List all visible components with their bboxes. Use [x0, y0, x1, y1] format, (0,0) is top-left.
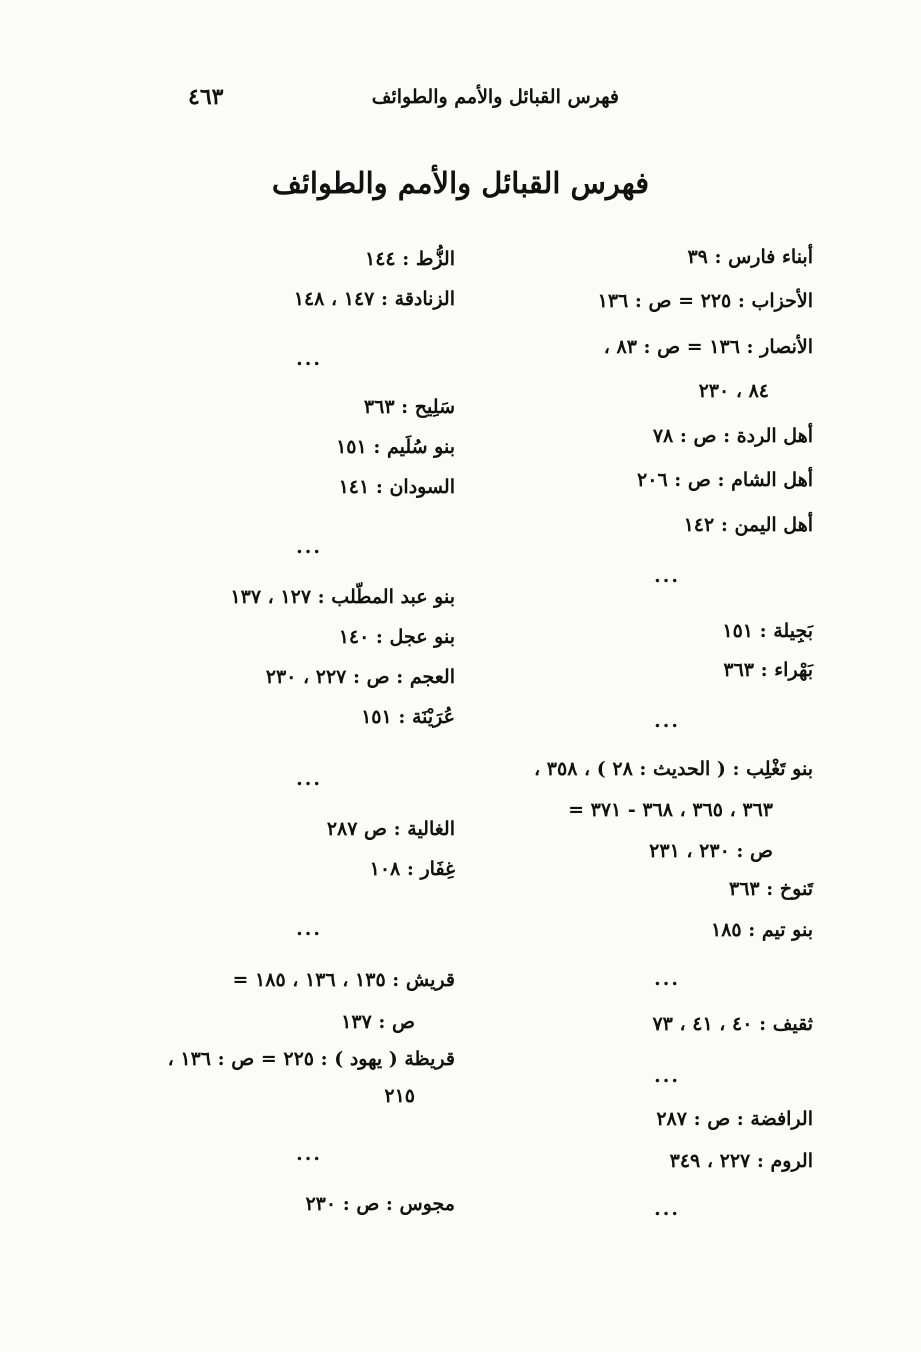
- index-entry-continuation: ٨٤ ، ٢٣٠: [698, 380, 769, 402]
- index-entry-continuation: ٢١٥: [384, 1085, 415, 1107]
- index-entry: قريظة ( يهود ) : ٢٢٥ = ص : ١٣٦ ،: [167, 1048, 455, 1070]
- index-entry: عُرَيْنَة : ١٥١: [361, 706, 455, 728]
- section-separator: ...: [654, 565, 680, 587]
- index-entry: مجوس : ص : ٢٣٠: [305, 1193, 455, 1215]
- index-entry: ثقيف : ٤٠ ، ٤١ ، ٧٣: [652, 1013, 813, 1035]
- index-entry: الروم : ٢٢٧ ، ٣٤٩: [669, 1150, 813, 1172]
- running-header-title: فهرس القبائل والأمم والطوائف: [371, 86, 619, 108]
- index-entry: تَنوخ : ٣٦٣: [729, 878, 813, 900]
- index-entry-continuation: ص : ٢٣٠ ، ٢٣١: [649, 840, 773, 862]
- index-entry: بنو عجل : ١٤٠: [338, 626, 455, 648]
- section-separator: ...: [296, 918, 322, 940]
- index-entry: الأنصار : ١٣٦ = ص : ٨٣ ،: [603, 336, 813, 358]
- index-entry: الزنادقة : ١٤٧ ، ١٤٨: [293, 288, 455, 310]
- index-entry: بنو تيم : ١٨٥: [711, 919, 813, 941]
- index-entry: بنو تَغْلِب : ( الحديث : ٢٨ ) ، ٣٥٨ ،: [534, 758, 813, 780]
- index-entry: الأحزاب : ٢٢٥ = ص : ١٣٦: [597, 290, 813, 312]
- index-entry: أهل الردة : ص : ٧٨: [652, 425, 813, 447]
- section-separator: ...: [654, 1065, 680, 1087]
- index-entry: بنو عبد المطّلب : ١٢٧ ، ١٣٧: [230, 586, 455, 608]
- section-separator: ...: [296, 348, 322, 370]
- index-entry-continuation: ٣٦٣ ، ٣٦٥ ، ٣٦٨ - ٣٧١ =: [568, 799, 773, 821]
- index-entry: قريش : ١٣٥ ، ١٣٦ ، ١٨٥ =: [232, 969, 455, 991]
- index-entry-continuation: ص : ١٣٧: [341, 1011, 415, 1033]
- index-entry: أبناء فارس : ٣٩: [687, 246, 813, 268]
- index-entry: سَلِيح : ٣٦٣: [363, 396, 455, 418]
- section-separator: ...: [654, 1198, 680, 1220]
- index-entry: غِفَار : ١٠٨: [369, 858, 455, 880]
- section-separator: ...: [296, 768, 322, 790]
- index-entry: السودان : ١٤١: [338, 476, 455, 498]
- index-entry: الزُّط : ١٤٤: [365, 248, 455, 270]
- section-separator: ...: [654, 710, 680, 732]
- index-entry: بَجِيلة : ١٥١: [722, 620, 813, 642]
- index-entry: أهل اليمن : ١٤٢: [683, 514, 813, 536]
- index-entry: الغالية : ص ٢٨٧: [326, 818, 455, 840]
- index-entry: أهل الشام : ص : ٢٠٦: [637, 469, 813, 491]
- index-title: فهرس القبائل والأمم والطوائف: [271, 166, 650, 200]
- index-entry: بَهْراء : ٣٦٣: [723, 659, 813, 681]
- section-separator: ...: [654, 968, 680, 990]
- index-entry: بنو سُلَيم : ١٥١: [336, 436, 455, 458]
- index-entry: الرافضة : ص : ٢٨٧: [656, 1108, 813, 1130]
- section-separator: ...: [296, 536, 322, 558]
- section-separator: ...: [296, 1143, 322, 1165]
- index-entry: العجم : ص : ٢٢٧ ، ٢٣٠: [265, 666, 455, 688]
- page-number: ٤٦٣: [188, 84, 224, 110]
